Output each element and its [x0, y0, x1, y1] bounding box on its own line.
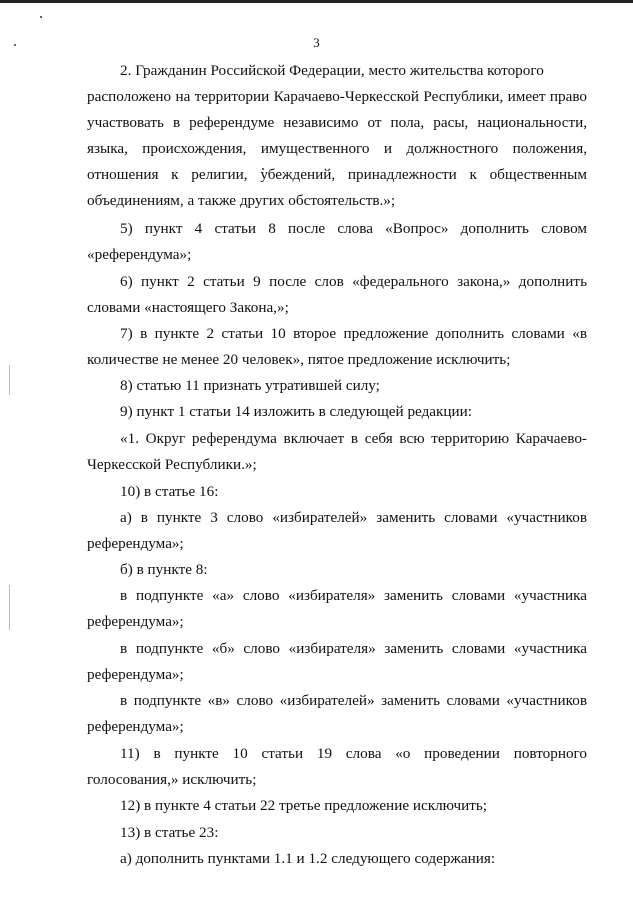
paragraph-line: 8) статью 11 признать утратившей силу;	[120, 377, 380, 394]
scan-speck	[40, 16, 42, 18]
paragraph-line: расположено на территории Карачаево-Черкесской Республики, имеет право	[87, 88, 587, 105]
paragraph-line: языка, происхождения, имущественного и должностного положения,	[87, 140, 587, 157]
paragraph-line: а) дополнить пунктами 1.1 и 1.2 следующего содержания:	[120, 850, 496, 867]
paragraph-line: 9) пункт 1 статьи 14 изложить в следующей редакции:	[120, 403, 473, 420]
paragraph-line: количестве не менее 20 человек», пятое предложение исключить;	[87, 351, 511, 368]
paragraph-line: 11) в пункте 10 статьи 19 слова «о проведении повторного	[120, 745, 587, 762]
paragraph-line: 5) пункт 4 статьи 8 после слова «Вопрос» дополнить словом	[120, 220, 587, 237]
paragraph-line: в подпункте «в» слово «избирателей» заменить словами «участников	[120, 692, 587, 709]
paragraph-line: словами «настоящего Закона,»;	[87, 299, 289, 316]
paragraph-line: 10) в статье 16:	[120, 483, 219, 500]
paragraph-line: Черкесской Республики.»;	[87, 456, 257, 473]
paragraph-line: референдума»;	[87, 718, 184, 735]
scan-edge-mark	[9, 585, 10, 630]
paragraph-line: референдума»;	[87, 666, 184, 683]
page-number: 3	[313, 35, 320, 50]
paragraph-line: «референдума»;	[87, 246, 192, 263]
scan-top-border	[0, 0, 633, 3]
paragraph-line: референдума»;	[87, 613, 184, 630]
paragraph-line: в подпункте «а» слово «избирателя» заменить словами «участника	[120, 587, 587, 604]
paragraph-line: в подпункте «б» слово «избирателя» заменить словами «участника	[120, 640, 587, 657]
paragraph-line: отношения к религии, убеждений, принадлежности к общественным	[87, 166, 587, 183]
paragraph-line: а) в пункте 3 слово «избирателей» заменить словами «участников	[120, 509, 587, 526]
paragraph-line: 12) в пункте 4 статьи 22 третье предложение исключить;	[120, 797, 487, 814]
paragraph-line: «1. Округ референдума включает в себя всю территорию Карачаево-	[120, 430, 587, 447]
paragraph-line: 6) пункт 2 статьи 9 после слов «федерального закона,» дополнить	[120, 273, 587, 290]
scan-edge-mark	[9, 365, 10, 395]
paragraph-line: 7) в пункте 2 статьи 10 второе предложение дополнить словами «в	[120, 325, 587, 342]
paragraph-line: б) в пункте 8:	[120, 561, 208, 578]
paragraph-line: референдума»;	[87, 535, 184, 552]
paragraph-line: голосования,» исключить;	[87, 771, 257, 788]
paragraph-line: участвовать в референдуме независимо от пола, расы, национальности,	[87, 114, 587, 131]
paragraph-line: 13) в статье 23:	[120, 824, 219, 841]
paragraph-line: объединениям, а также других обстоятельств.»;	[87, 192, 396, 209]
paragraph-line: 2. Гражданин Российской Федерации, место жительства которого	[120, 62, 544, 79]
